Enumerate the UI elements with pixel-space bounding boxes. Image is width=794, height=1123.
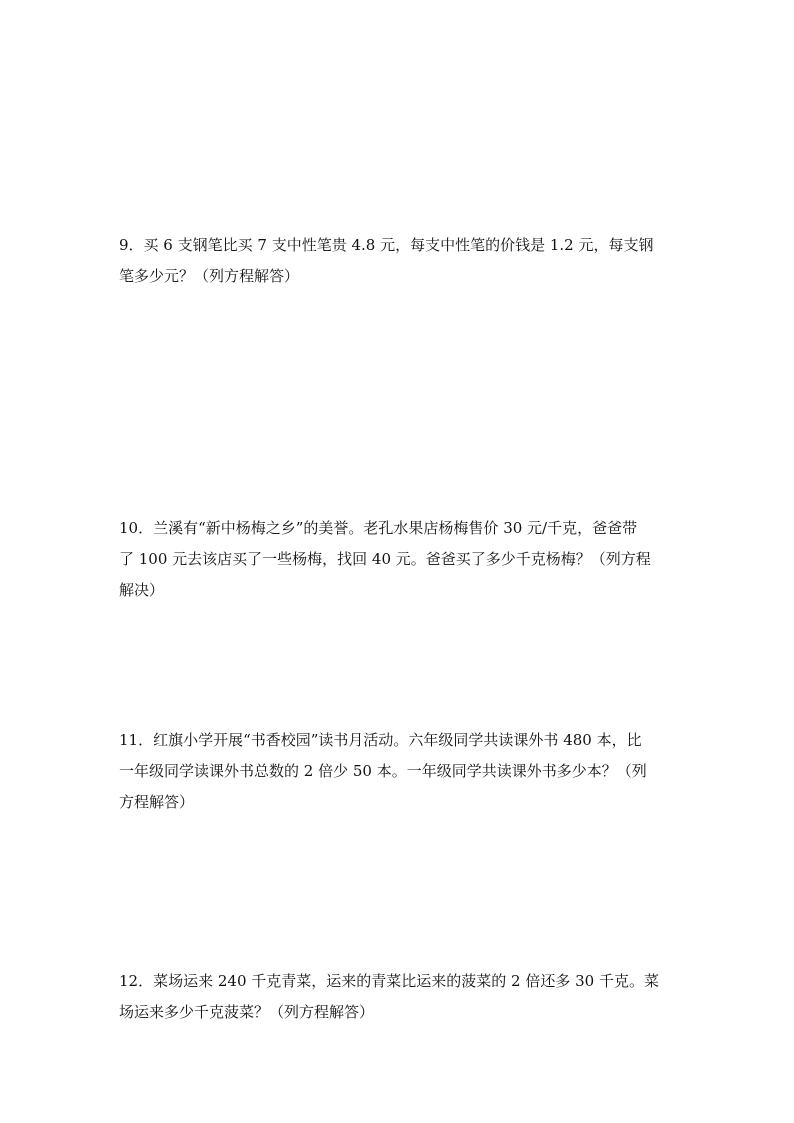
problem-11 — [119, 725, 679, 818]
problem-11-line-1: 11．红旗小学开展“书香校园”读书月活动。六年级同学共读课外书 480 本，比 — [119, 731, 642, 749]
problem-12-line-1: 12．菜场运来 240 千克青菜，运来的青菜比运来的菠菜的 2 倍还多 30 千克。菜 — [119, 972, 659, 990]
problem-10 — [119, 513, 679, 606]
problem-12-line-2: 场运来多少千克菠菜？（列方程解答） — [119, 1003, 375, 1021]
problem-9-line-2: 笔多少元？（列方程解答） — [119, 267, 300, 285]
problem-11-line-2: 一年级同学读课外书总数的 2 倍少 50 本。一年级同学共读课外书多少本？（列 — [119, 762, 647, 780]
problem-10-line-2: 了 100 元去该店买了一些杨梅，找回 40 元。爸爸买了多少千克杨梅？（列方程 — [119, 550, 651, 568]
problem-10-line-1: 10．兰溪有“新中杨梅之乡”的美誉。老孔水果店杨梅售价 30 元/千克，爸爸带 — [119, 519, 638, 537]
problem-10-line-3: 解决） — [119, 581, 165, 599]
problem-11-line-3: 方程解答） — [119, 793, 195, 811]
problem-9 — [119, 230, 679, 292]
problem-12 — [119, 966, 679, 1028]
problem-9-line-1: 9．买 6 支钢笔比买 7 支中性笔贵 4.8 元，每支中性笔的价钱是 1.2 元，每支钢 — [119, 236, 654, 254]
